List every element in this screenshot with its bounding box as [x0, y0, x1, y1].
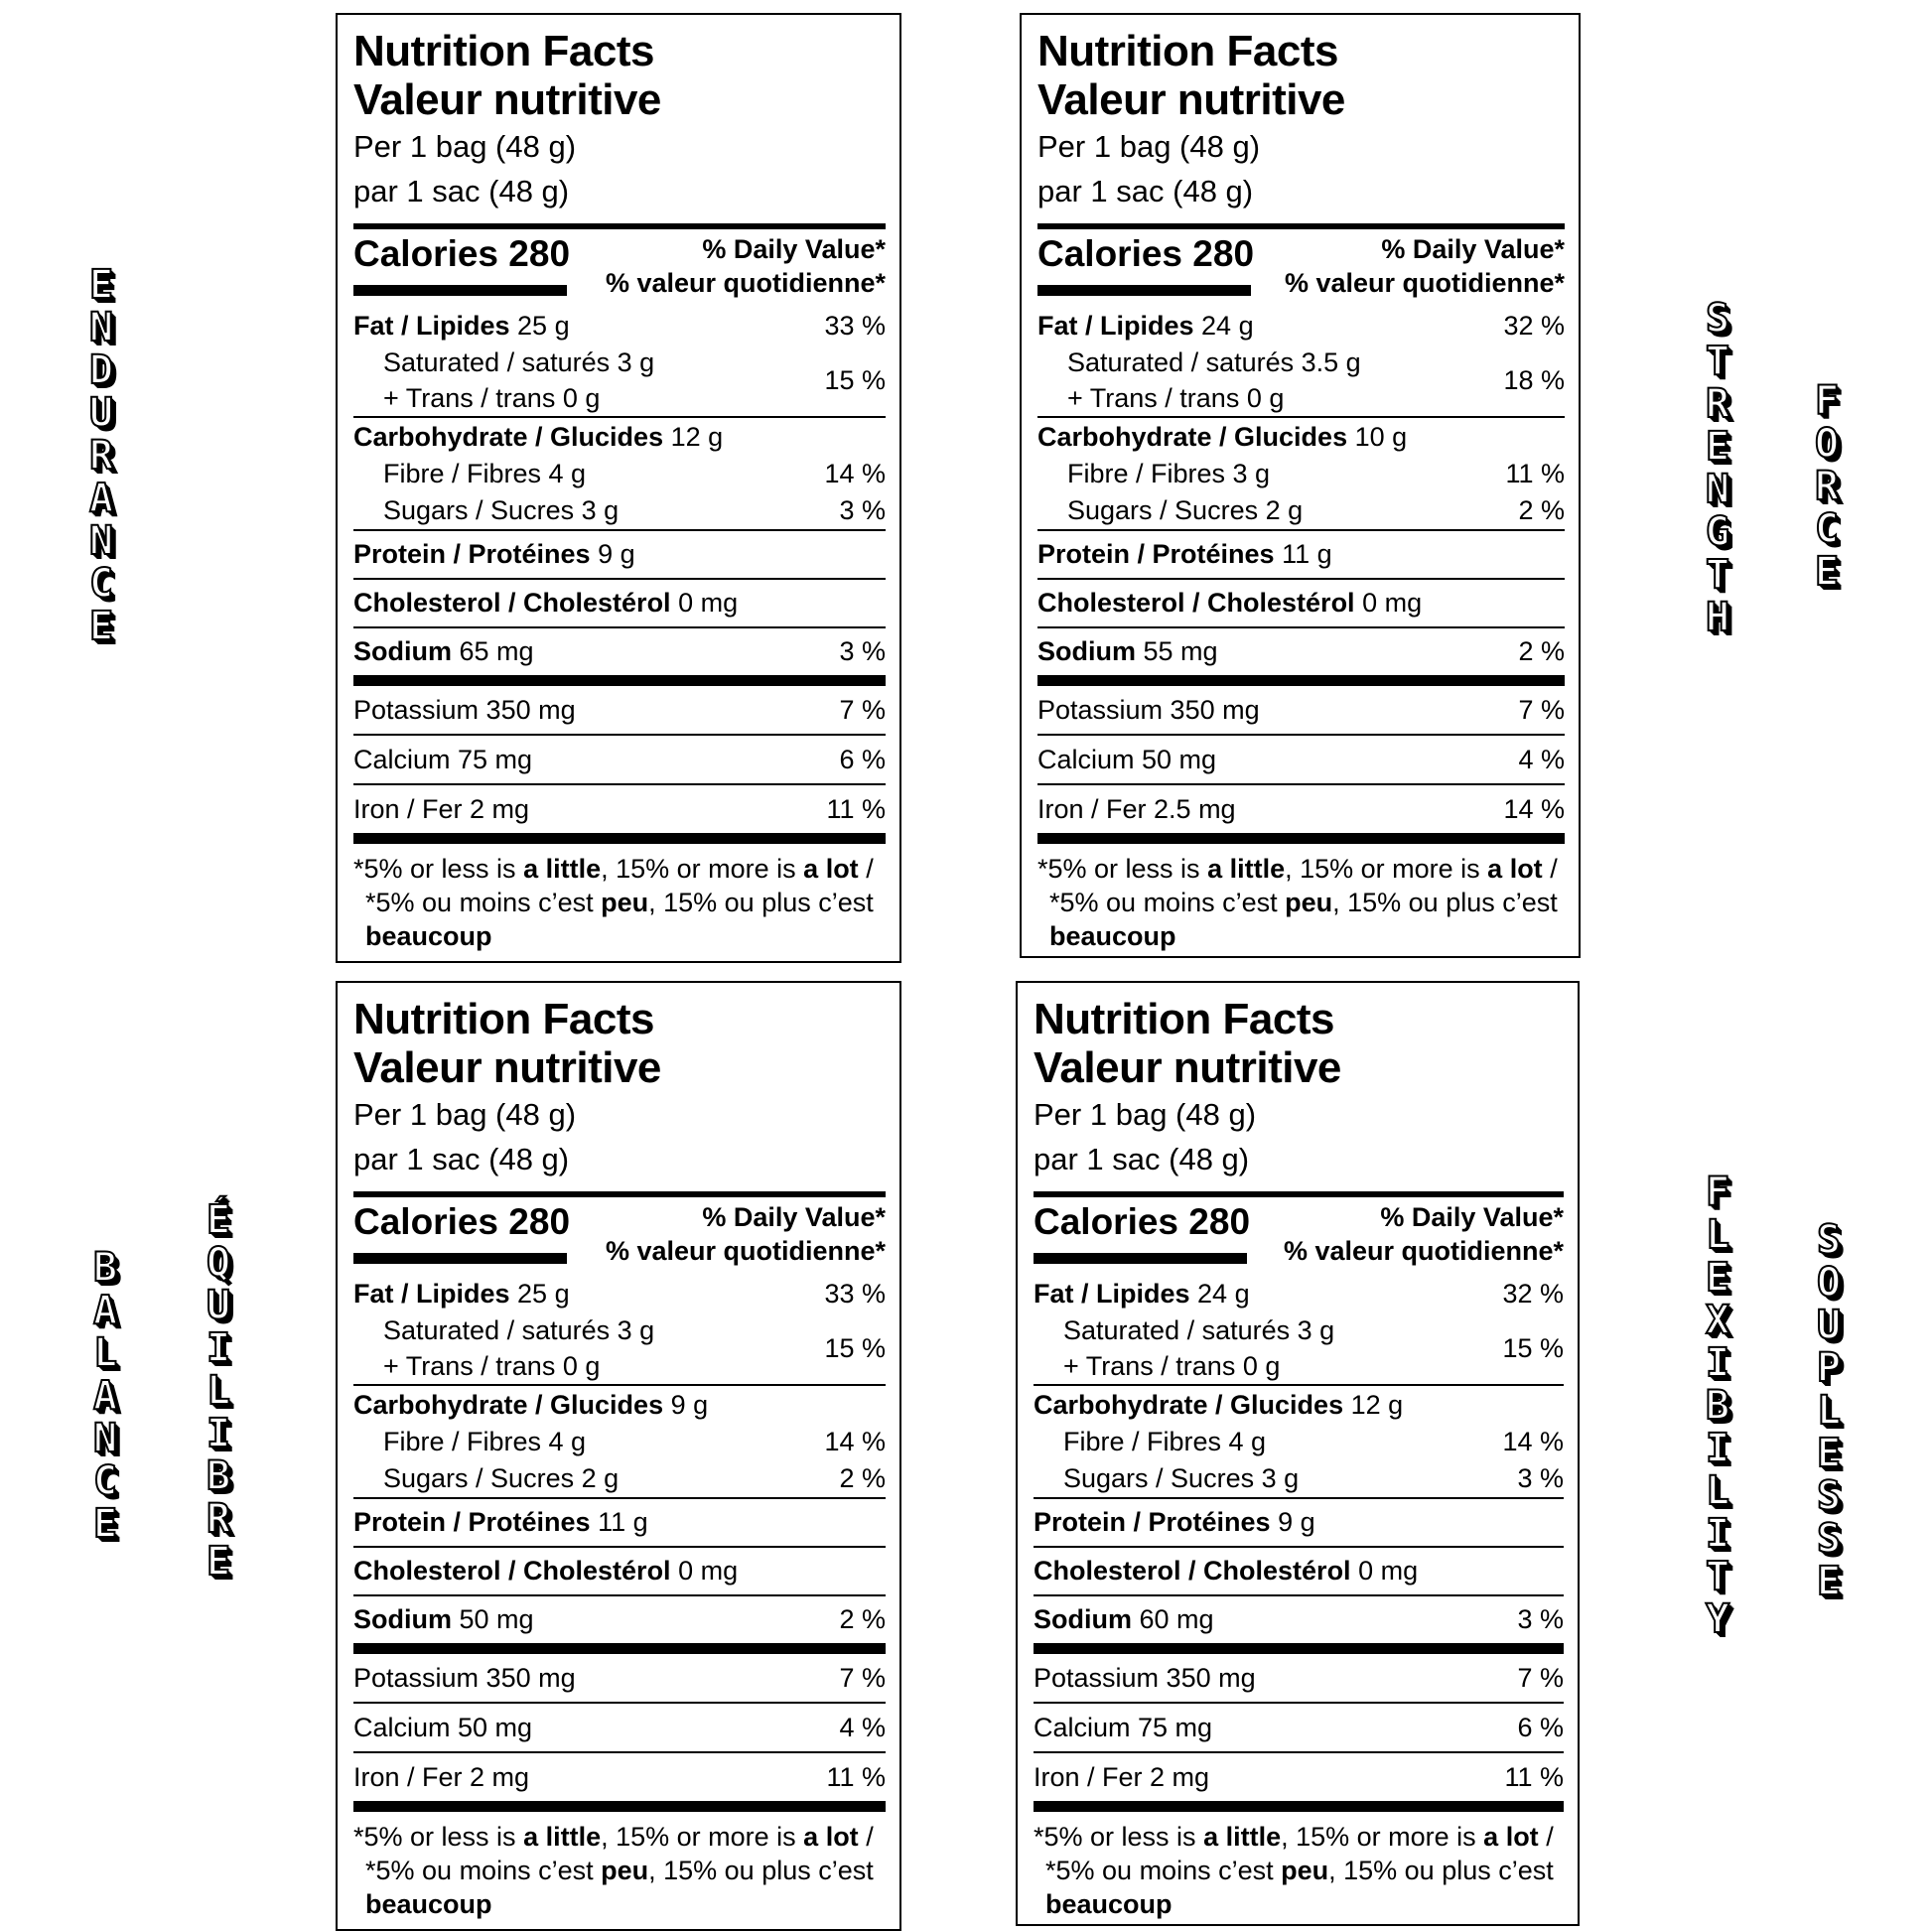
- vertical-word-force: [1805, 380, 1849, 594]
- calcium-percent: 4 %: [1518, 744, 1565, 774]
- vertical-word-letter: I: [1705, 1511, 1730, 1557]
- vertical-word-letter: D: [88, 347, 114, 393]
- vertical-word-letter: B: [1705, 1383, 1730, 1429]
- footnote-fr: *5% ou moins c’est peu, 15% ou plus c’est: [365, 888, 874, 917]
- calcium-amount: Calcium 75 mg: [353, 744, 533, 774]
- protein-row: [1034, 1499, 1564, 1546]
- vertical-word-letter: L: [1705, 1468, 1730, 1514]
- footnote-fr-end: beaucoup: [365, 921, 492, 951]
- fibre-amount: Fibre / Fibres 4 g: [1063, 1427, 1267, 1456]
- vertical-word-letter: L: [1705, 1212, 1730, 1258]
- potassium-row: [353, 686, 886, 734]
- vertical-word-letter: C: [1814, 506, 1840, 552]
- calories-bar: [353, 285, 567, 296]
- divider: [353, 675, 886, 686]
- saturated-fat: Saturated / saturés 3.5 g: [1067, 347, 1361, 377]
- vertical-word-letter: I: [206, 1411, 231, 1456]
- divider: [1037, 833, 1565, 844]
- vertical-word-letter: L: [1816, 1388, 1842, 1434]
- calcium-row: [353, 1704, 886, 1751]
- saturated-trans-percent: 15 %: [824, 364, 886, 395]
- saturated-trans-row: [1034, 1312, 1564, 1384]
- daily-value-heading-fr: % valeur quotidienne*: [605, 268, 886, 298]
- footnote-en: *5% or less is a little, 15% or more is a lot /: [1037, 854, 1558, 884]
- vertical-word-letter: E: [206, 1539, 231, 1585]
- vertical-word-letter: U: [88, 390, 114, 436]
- vertical-word-letter: I: [1705, 1340, 1730, 1386]
- cholesterol-label: Cholesterol / Cholestérol: [353, 588, 671, 618]
- iron-percent: 11 %: [1504, 1761, 1564, 1792]
- footnote-en: *5% or less is a little, 15% or more is a lot /: [353, 854, 874, 884]
- cholesterol-amount: 0 mg: [670, 1556, 739, 1586]
- vertical-word-letter: F: [1814, 378, 1840, 424]
- cholesterol-row: [353, 580, 886, 626]
- sodium-amount: 55 mg: [1136, 636, 1218, 666]
- cholesterol-label: Cholesterol / Cholestérol: [1037, 588, 1355, 618]
- sodium-row: [1037, 628, 1565, 675]
- vertical-word-letter: T: [1705, 339, 1730, 384]
- nutrition-facts-panel-3: [336, 981, 901, 1931]
- sugars-amount: Sugars / Sucres 2 g: [1067, 495, 1304, 525]
- sugars-row: [1037, 492, 1565, 529]
- vertical-word-letter: E: [1814, 549, 1840, 595]
- saturated-trans-row: [353, 1312, 886, 1384]
- serving-size-en: Per 1 bag (48 g): [353, 1097, 577, 1132]
- calcium-amount: Calcium 75 mg: [1034, 1712, 1213, 1742]
- vertical-word-letter: B: [206, 1453, 231, 1499]
- fat-percent: 33 %: [824, 1278, 886, 1309]
- iron-row: [353, 1753, 886, 1801]
- carbohydrate-row: [1037, 418, 1565, 456]
- protein-label: Protein / Protéines: [1034, 1507, 1271, 1537]
- saturated-trans-row: [1037, 345, 1565, 416]
- sugars-row: [353, 1460, 886, 1497]
- vertical-word-letter: I: [206, 1325, 231, 1371]
- sodium-percent: 3 %: [839, 636, 886, 666]
- fat-percent: 33 %: [824, 310, 886, 341]
- vertical-word-letter: É: [206, 1197, 231, 1243]
- carbohydrate-amount: 9 g: [663, 1389, 709, 1420]
- potassium-row: [1034, 1654, 1564, 1702]
- carbohydrate-label: Carbohydrate / Glucides: [353, 1389, 664, 1420]
- cholesterol-row: [353, 1548, 886, 1594]
- vertical-word-letter: S: [1816, 1217, 1842, 1263]
- vertical-word-souplesse: [1807, 1219, 1851, 1603]
- fibre-amount: Fibre / Fibres 4 g: [383, 459, 587, 488]
- saturated-fat: Saturated / saturés 3 g: [383, 1315, 655, 1345]
- carbohydrate-row: [353, 1386, 886, 1424]
- fat-amount: 24 g: [1189, 1278, 1250, 1309]
- saturated-trans-percent: 15 %: [1502, 1332, 1564, 1363]
- vertical-word-letter: E: [1816, 1431, 1842, 1476]
- vertical-word-letter: L: [206, 1368, 231, 1414]
- sodium-row: [353, 1596, 886, 1643]
- carbohydrate-amount: 12 g: [663, 421, 724, 452]
- vertical-word-letter: E: [88, 604, 114, 649]
- sodium-label: Sodium: [353, 636, 452, 666]
- fibre-percent: 14 %: [1502, 1427, 1564, 1456]
- cholesterol-label: Cholesterol / Cholestérol: [353, 1556, 671, 1586]
- calcium-percent: 6 %: [1517, 1712, 1564, 1742]
- fat-row: [353, 1275, 886, 1312]
- footnote-en: *5% or less is a little, 15% or more is a lot /: [353, 1822, 874, 1852]
- cholesterol-row: [1037, 580, 1565, 626]
- sugars-amount: Sugars / Sucres 3 g: [383, 495, 620, 525]
- iron-percent: 11 %: [826, 793, 886, 824]
- protein-label: Protein / Protéines: [1037, 539, 1275, 569]
- sodium-percent: 2 %: [839, 1604, 886, 1634]
- protein-amount: 9 g: [1270, 1507, 1315, 1537]
- vertical-word-strength: [1696, 298, 1739, 639]
- vertical-word-letter: B: [92, 1245, 118, 1291]
- vertical-word-letter: R: [1814, 464, 1840, 509]
- sugars-percent: 3 %: [1517, 1463, 1564, 1493]
- vertical-word-letter: Y: [1705, 1596, 1730, 1642]
- vertical-word-letter: A: [92, 1288, 118, 1333]
- footnote-en: *5% or less is a little, 15% or more is a lot /: [1034, 1822, 1554, 1852]
- title-en: Nutrition Facts: [1034, 995, 1334, 1043]
- title-en: Nutrition Facts: [1037, 27, 1338, 75]
- potassium-row: [1037, 686, 1565, 734]
- divider: [353, 833, 886, 844]
- daily-value-heading-en: % Daily Value*: [1380, 1202, 1564, 1232]
- divider: [1034, 1801, 1564, 1812]
- trans-fat: + Trans / trans 0 g: [1063, 1351, 1281, 1381]
- footnote-fr-end: beaucoup: [365, 1889, 492, 1919]
- sodium-label: Sodium: [1034, 1604, 1132, 1634]
- fat-label: Fat / Lipides: [353, 310, 510, 341]
- calcium-amount: Calcium 50 mg: [353, 1712, 533, 1742]
- footnote-fr: *5% ou moins c’est peu, 15% ou plus c’est: [1045, 1856, 1554, 1885]
- iron-amount: Iron / Fer 2 mg: [353, 1761, 530, 1792]
- divider: [1037, 675, 1565, 686]
- vertical-word-letter: A: [92, 1373, 118, 1419]
- carbohydrate-row: [353, 418, 886, 456]
- fat-amount: 25 g: [509, 1278, 570, 1309]
- carbohydrate-amount: 12 g: [1343, 1389, 1404, 1420]
- cholesterol-row: [1034, 1548, 1564, 1594]
- vertical-word-letter: N: [92, 1416, 118, 1461]
- serving-size-fr: par 1 sac (48 g): [1034, 1142, 1250, 1176]
- sodium-label: Sodium: [1037, 636, 1136, 666]
- vertical-word-letter: N: [88, 518, 114, 564]
- vertical-word-letter: G: [1705, 509, 1730, 555]
- potassium-percent: 7 %: [839, 1662, 886, 1693]
- potassium-amount: Potassium 350 mg: [353, 694, 576, 725]
- vertical-word-letter: N: [1705, 467, 1730, 512]
- serving-size-en: Per 1 bag (48 g): [353, 129, 577, 164]
- serving-size-fr: par 1 sac (48 g): [353, 174, 570, 208]
- fat-row: [1037, 307, 1565, 345]
- serving-size-fr: par 1 sac (48 g): [1037, 174, 1254, 208]
- title-en: Nutrition Facts: [353, 995, 654, 1043]
- protein-amount: 9 g: [590, 539, 635, 569]
- daily-value-heading-fr: % valeur quotidienne*: [1283, 1236, 1564, 1266]
- fat-percent: 32 %: [1503, 310, 1565, 341]
- divider: [1034, 1643, 1564, 1654]
- footnote-fr: *5% ou moins c’est peu, 15% ou plus c’est: [1049, 888, 1558, 917]
- protein-amount: 11 g: [590, 1507, 648, 1537]
- saturated-trans-percent: 18 %: [1503, 364, 1565, 395]
- carbohydrate-label: Carbohydrate / Glucides: [1037, 421, 1348, 452]
- calories: Calories 280: [353, 1201, 571, 1242]
- iron-percent: 11 %: [826, 1761, 886, 1792]
- potassium-amount: Potassium 350 mg: [1037, 694, 1260, 725]
- iron-row: [1037, 785, 1565, 833]
- footnote-fr: *5% ou moins c’est peu, 15% ou plus c’est: [365, 1856, 874, 1885]
- fibre-amount: Fibre / Fibres 3 g: [1067, 459, 1271, 488]
- vertical-word-letter: E: [1705, 424, 1730, 470]
- vertical-word-endurance: [79, 264, 123, 648]
- title-fr: Valeur nutritive: [1034, 1043, 1341, 1092]
- vertical-word-letter: A: [88, 476, 114, 521]
- vertical-word-letter: L: [92, 1330, 118, 1376]
- vertical-word-balance: [83, 1247, 127, 1546]
- iron-amount: Iron / Fer 2.5 mg: [1037, 793, 1236, 824]
- carbohydrate-label: Carbohydrate / Glucides: [1034, 1389, 1344, 1420]
- fat-row: [353, 307, 886, 345]
- title-fr: Valeur nutritive: [353, 1043, 661, 1092]
- protein-label: Protein / Protéines: [353, 539, 591, 569]
- title-en: Nutrition Facts: [353, 27, 654, 75]
- vertical-word-letter: U: [206, 1283, 231, 1328]
- calcium-amount: Calcium 50 mg: [1037, 744, 1217, 774]
- fat-label: Fat / Lipides: [1034, 1278, 1190, 1309]
- fibre-row: [1037, 456, 1565, 492]
- serving-size-en: Per 1 bag (48 g): [1034, 1097, 1257, 1132]
- nutrition-facts-panel-4: [1016, 981, 1580, 1926]
- saturated-fat: Saturated / saturés 3 g: [383, 347, 655, 377]
- fat-label: Fat / Lipides: [1037, 310, 1194, 341]
- sugars-percent: 3 %: [839, 495, 886, 525]
- nutrition-facts-panel-1: [336, 13, 901, 963]
- serving-size-fr: par 1 sac (48 g): [353, 1142, 570, 1176]
- calories-bar: [1034, 1253, 1247, 1264]
- vertical-word-letter: C: [92, 1458, 118, 1504]
- iron-row: [1034, 1753, 1564, 1801]
- divider: [353, 1801, 886, 1812]
- sugars-percent: 2 %: [1518, 495, 1565, 525]
- sugars-row: [1034, 1460, 1564, 1497]
- sugars-row: [353, 492, 886, 529]
- sodium-percent: 2 %: [1518, 636, 1565, 666]
- footnote: [1037, 844, 1565, 953]
- vertical-word-letter: N: [88, 305, 114, 350]
- carbohydrate-row: [1034, 1386, 1564, 1424]
- vertical-word-letter: U: [1816, 1303, 1842, 1348]
- protein-label: Protein / Protéines: [353, 1507, 591, 1537]
- serving-size-en: Per 1 bag (48 g): [1037, 129, 1261, 164]
- vertical-word-letter: S: [1816, 1516, 1842, 1562]
- vertical-word-letter: R: [88, 433, 114, 479]
- vertical-word-letter: O: [1814, 421, 1840, 467]
- vertical-word-flexibility: [1696, 1172, 1739, 1641]
- vertical-word-letter: P: [1816, 1345, 1842, 1391]
- calories-bar: [353, 1253, 567, 1264]
- potassium-percent: 7 %: [839, 694, 886, 725]
- cholesterol-amount: 0 mg: [1350, 1556, 1419, 1586]
- vertical-word-letter: F: [1705, 1170, 1730, 1215]
- protein-row: [353, 1499, 886, 1546]
- sodium-label: Sodium: [353, 1604, 452, 1634]
- daily-value-heading-fr: % valeur quotidienne*: [605, 1236, 886, 1266]
- protein-amount: 11 g: [1274, 539, 1332, 569]
- footnote-fr-end: beaucoup: [1045, 1889, 1173, 1919]
- protein-row: [1037, 531, 1565, 578]
- footnote: [353, 844, 886, 953]
- iron-row: [353, 785, 886, 833]
- footnote: [353, 1812, 886, 1921]
- trans-fat: + Trans / trans 0 g: [383, 383, 601, 413]
- sugars-percent: 2 %: [839, 1463, 886, 1493]
- vertical-word-letter: S: [1816, 1473, 1842, 1519]
- vertical-word-letter: Q: [206, 1240, 231, 1286]
- cholesterol-amount: 0 mg: [1354, 588, 1423, 618]
- sodium-amount: 50 mg: [452, 1604, 534, 1634]
- carbohydrate-amount: 10 g: [1347, 421, 1408, 452]
- daily-value-heading-en: % Daily Value*: [1381, 234, 1565, 264]
- trans-fat: + Trans / trans 0 g: [383, 1351, 601, 1381]
- vertical-word-letter: E: [1705, 1255, 1730, 1301]
- title-fr: Valeur nutritive: [353, 75, 661, 124]
- footnote: [1034, 1812, 1564, 1921]
- calories: Calories 280: [353, 233, 571, 274]
- potassium-row: [353, 1654, 886, 1702]
- vertical-word-letter: H: [1705, 595, 1730, 640]
- iron-amount: Iron / Fer 2 mg: [353, 793, 530, 824]
- calcium-row: [1037, 736, 1565, 783]
- sodium-row: [353, 628, 886, 675]
- saturated-trans-row: [353, 345, 886, 416]
- vertical-word-équilibre: [197, 1199, 240, 1584]
- calories: Calories 280: [1037, 233, 1255, 274]
- fat-label: Fat / Lipides: [353, 1278, 510, 1309]
- sodium-amount: 60 mg: [1132, 1604, 1214, 1634]
- calcium-row: [1034, 1704, 1564, 1751]
- daily-value-heading-fr: % valeur quotidienne*: [1284, 268, 1565, 298]
- sodium-row: [1034, 1596, 1564, 1643]
- vertical-word-letter: I: [1705, 1426, 1730, 1471]
- fibre-percent: 14 %: [824, 1427, 886, 1456]
- potassium-amount: Potassium 350 mg: [1034, 1662, 1256, 1693]
- carbohydrate-label: Carbohydrate / Glucides: [353, 421, 664, 452]
- daily-value-heading-en: % Daily Value*: [702, 234, 886, 264]
- potassium-percent: 7 %: [1517, 1662, 1564, 1693]
- title-fr: Valeur nutritive: [1037, 75, 1345, 124]
- vertical-word-letter: O: [1816, 1260, 1842, 1306]
- footnote-fr-end: beaucoup: [1049, 921, 1176, 951]
- fibre-percent: 14 %: [824, 459, 886, 488]
- divider: [353, 1643, 886, 1654]
- calories: Calories 280: [1034, 1201, 1251, 1242]
- vertical-word-letter: T: [1705, 552, 1730, 598]
- vertical-word-letter: E: [1816, 1559, 1842, 1604]
- fat-amount: 25 g: [509, 310, 570, 341]
- potassium-percent: 7 %: [1518, 694, 1565, 725]
- iron-amount: Iron / Fer 2 mg: [1034, 1761, 1210, 1792]
- sugars-amount: Sugars / Sucres 2 g: [383, 1463, 620, 1493]
- vertical-word-letter: T: [1705, 1554, 1730, 1599]
- sodium-amount: 65 mg: [452, 636, 534, 666]
- protein-row: [353, 531, 886, 578]
- sodium-percent: 3 %: [1517, 1604, 1564, 1634]
- vertical-word-letter: R: [1705, 381, 1730, 427]
- vertical-word-letter: E: [92, 1501, 118, 1547]
- calcium-percent: 6 %: [839, 744, 886, 774]
- vertical-word-letter: S: [1705, 296, 1730, 342]
- saturated-fat: Saturated / saturés 3 g: [1063, 1315, 1335, 1345]
- iron-percent: 14 %: [1503, 793, 1565, 824]
- fat-row: [1034, 1275, 1564, 1312]
- fat-amount: 24 g: [1193, 310, 1254, 341]
- trans-fat: + Trans / trans 0 g: [1067, 383, 1285, 413]
- cholesterol-amount: 0 mg: [670, 588, 739, 618]
- vertical-word-letter: E: [88, 262, 114, 308]
- vertical-word-letter: R: [206, 1496, 231, 1542]
- potassium-amount: Potassium 350 mg: [353, 1662, 576, 1693]
- vertical-word-letter: C: [88, 561, 114, 607]
- nutrition-facts-panel-2: [1020, 13, 1581, 958]
- calories-bar: [1037, 285, 1251, 296]
- calcium-percent: 4 %: [839, 1712, 886, 1742]
- fibre-row: [353, 1424, 886, 1460]
- fibre-percent: 11 %: [1505, 459, 1565, 488]
- sugars-amount: Sugars / Sucres 3 g: [1063, 1463, 1300, 1493]
- fibre-row: [1034, 1424, 1564, 1460]
- cholesterol-label: Cholesterol / Cholestérol: [1034, 1556, 1351, 1586]
- calcium-row: [353, 736, 886, 783]
- fat-percent: 32 %: [1502, 1278, 1564, 1309]
- fibre-amount: Fibre / Fibres 4 g: [383, 1427, 587, 1456]
- saturated-trans-percent: 15 %: [824, 1332, 886, 1363]
- fibre-row: [353, 456, 886, 492]
- daily-value-heading-en: % Daily Value*: [702, 1202, 886, 1232]
- vertical-word-letter: X: [1705, 1298, 1730, 1343]
